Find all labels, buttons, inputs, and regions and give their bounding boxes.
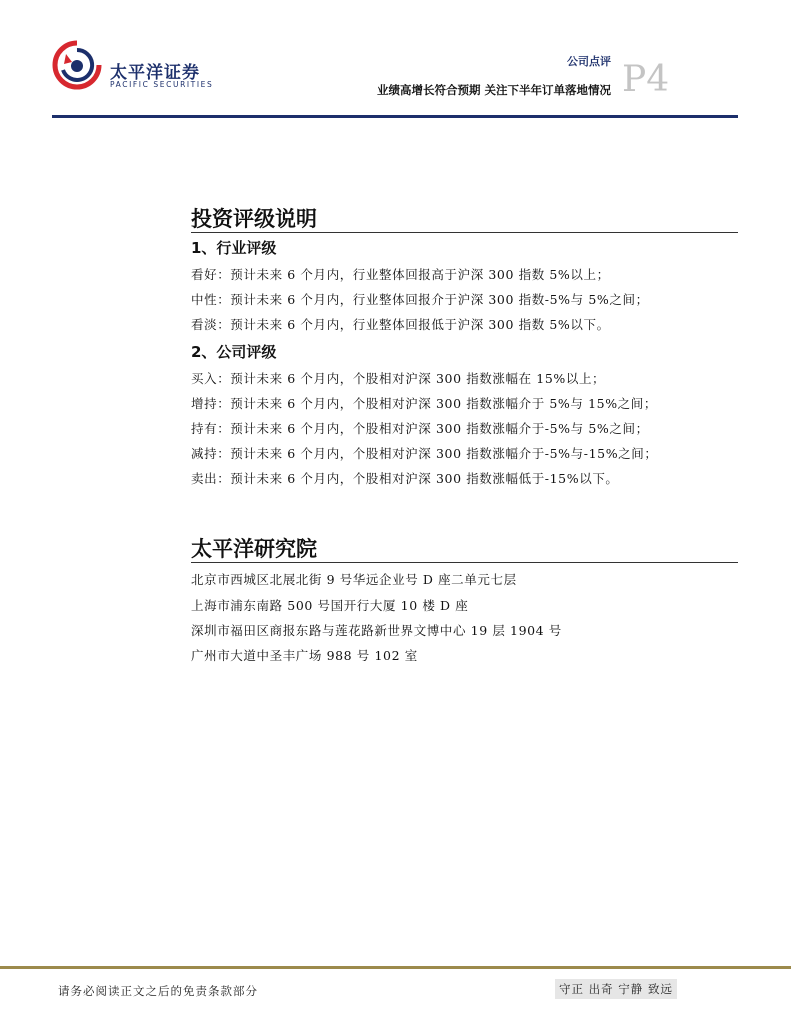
brand-name-cn: 太平洋证券 — [110, 63, 200, 83]
company-rating-line: 持有：预计未来 6 个月内，个股相对沪深 300 指数涨幅介于-5%与 5%之间； — [191, 421, 649, 436]
company-rating-heading: 2、公司评级 — [191, 343, 277, 361]
industry-rating-line: 中性：预计未来 6 个月内，行业整体回报介于沪深 300 指数-5%与 5%之间； — [191, 292, 649, 307]
ratings-title: 投资评级说明 — [191, 207, 317, 231]
institute-address: 北京市西城区北展北街 9 号华远企业号 D 座二单元七层 — [191, 572, 517, 587]
industry-rating-line: 看淡：预计未来 6 个月内，行业整体回报低于沪深 300 指数 5%以下。 — [191, 317, 610, 332]
footer-motto: 守正 出奇 宁静 致远 — [555, 979, 677, 999]
ratings-divider — [191, 232, 738, 233]
institute-title: 太平洋研究院 — [191, 537, 317, 561]
institute-address: 广州市大道中圣丰广场 988 号 102 室 — [191, 648, 418, 663]
institute-address: 深圳市福田区商报东路与莲花路新世界文博中心 19 层 1904 号 — [191, 623, 562, 638]
report-title: 业绩高增长符合预期 关注下半年订单落地情况 — [376, 83, 611, 97]
institute-address: 上海市浦东南路 500 号国开行大厦 10 楼 D 座 — [191, 598, 469, 613]
page-number: P4 — [622, 59, 670, 100]
company-rating-line: 卖出：预计未来 6 个月内，个股相对沪深 300 指数涨幅低于-15%以下。 — [191, 471, 619, 486]
report-type: 公司点评 — [567, 55, 611, 68]
footer-divider — [0, 966, 791, 969]
company-rating-line: 减持：预计未来 6 个月内，个股相对沪深 300 指数涨幅介于-5%与-15%之间； — [191, 446, 658, 461]
industry-rating-line: 看好：预计未来 6 个月内，行业整体回报高于沪深 300 指数 5%以上； — [191, 267, 610, 282]
brand-name-en: PACIFIC SECURITIES — [110, 80, 214, 89]
header-divider — [52, 115, 738, 118]
institute-divider — [191, 562, 738, 563]
company-rating-line: 买入：预计未来 6 个月内，个股相对沪深 300 指数涨幅在 15%以上； — [191, 371, 606, 386]
footer-disclaimer: 请务必阅读正文之后的免责条款部分 — [58, 984, 258, 998]
company-rating-line: 增持：预计未来 6 个月内，个股相对沪深 300 指数涨幅介于 5%与 15%之间； — [191, 396, 657, 411]
industry-rating-heading: 1、行业评级 — [191, 239, 277, 257]
company-logo — [52, 40, 102, 90]
